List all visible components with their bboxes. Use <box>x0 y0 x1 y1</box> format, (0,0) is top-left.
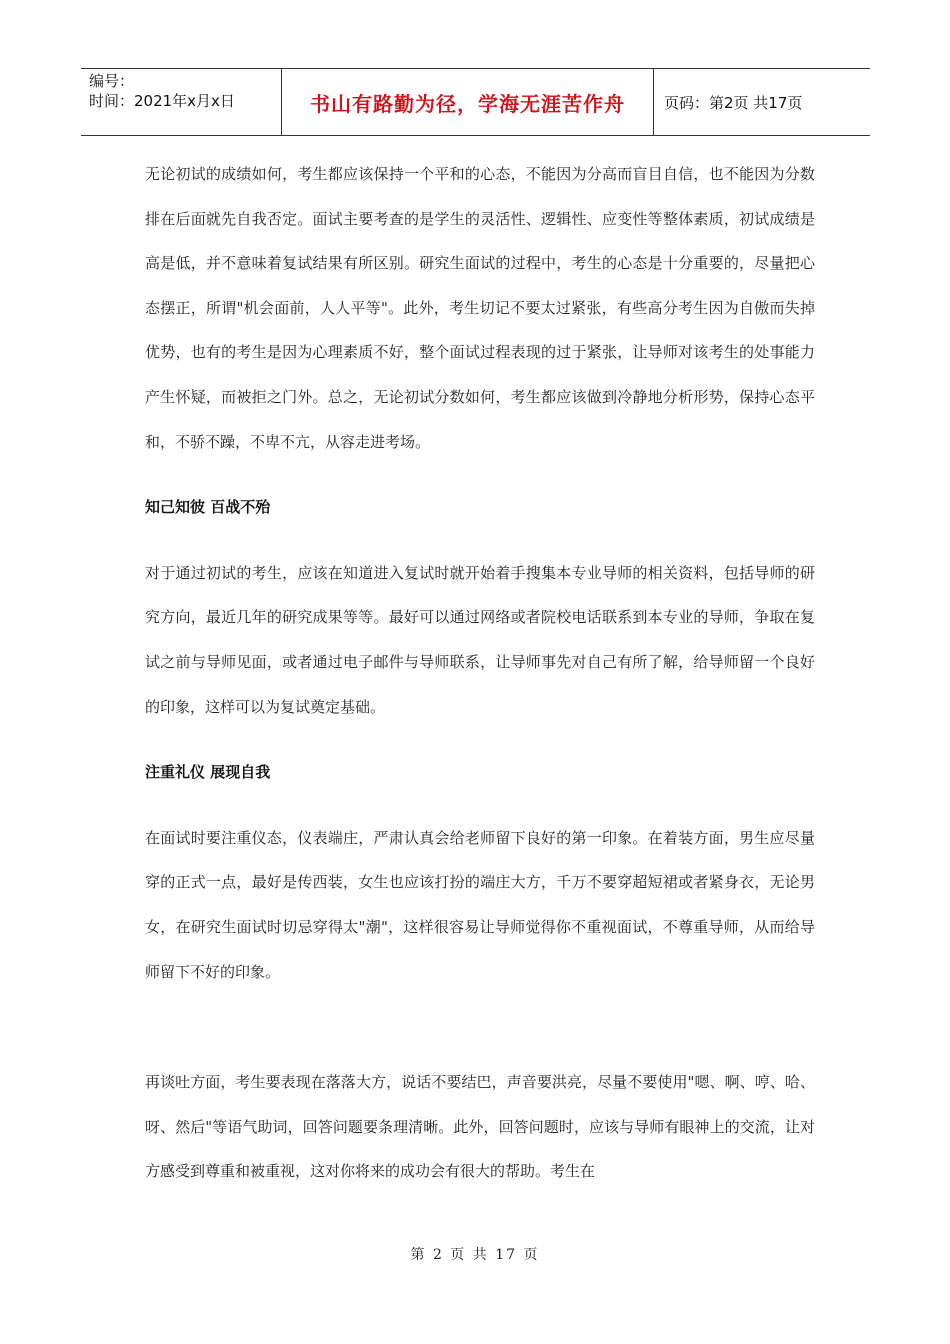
paragraph-appearance: 在面试时要注重仪态，仪表端庄，严肃认真会给老师留下良好的第一印象。在着装方面，男生应尽量穿的正式一点，最好是传西装，女生也应该打扮的端庄大方，千万不要穿超短裙或者紧身衣，无论男女，在研究生面试时切忌穿得太"潮"，这样很容易让导师觉得你不重视面试，不尊重导师，从而给导师留下不好的印象。 <box>145 828 815 981</box>
paragraph-research-tutors: 对于通过初试的考生，应该在知道进入复试时就开始着手搜集本专业导师的相关资料，包括导师的研究方向，最近几年的研究成果等等。最好可以通过网络或者院校电话联系到本专业的导师，争取在复试之前与导师见面，或者通过电子邮件与导师联系，让导师事先对自己有所了解，给导师留一个良好的印象，这样可以为复试奠定基础。 <box>145 563 815 716</box>
date-label: 时间：2021年x月x日 <box>89 92 235 110</box>
header-motto: 书山有路勤为径，学海无涯苦作舟 <box>281 69 654 135</box>
document-header <box>81 68 870 136</box>
header-page-info: 页码：第2页 共17页 <box>664 93 803 112</box>
section-heading-know-yourself: 知己知彼 百战不殆 <box>145 498 271 517</box>
document-body <box>145 152 815 1194</box>
paragraph-mindset: 无论初试的成绩如何，考生都应该保持一个平和的心态，不能因为分高而盲目自信，也不能因为分数排在后面就先自我否定。面试主要考查的是学生的灵活性、逻辑性、应变性等整体素质，初试成绩是高是低，并不意味着复试结果有所区别。研究生面试的过程中，考生的心态是十分重要的，尽量把心态摆正，所谓"机会面前，人人平等"。此外，考生切记不要太过紧张，有些高分考生因为自傲而失掉优势，也有的考生是因为心理素质不好，整个面试过程表现的过于紧张，让导师对该考生的处事能力产生怀疑，而被拒之门外。总之，无论初试分数如何，考生都应该做到冷静地分析形势，保持心态平和，不骄不躁，不卑不亢，从容走进考场。 <box>145 165 815 451</box>
page-footer: 第 2 页 共 17 页 <box>410 1247 540 1263</box>
header-meta <box>81 69 281 135</box>
paragraph-speech: 再谈吐方面，考生要表现在落落大方，说话不要结巴，声音要洪亮，尽量不要使用"嗯、啊、哼、哈、呀、然后"等语气助词，回答问题要条理清晰。此外，回答问题时，应该与导师有眼神上的交流，让对方感受到尊重和被重视，这对你将来的成功会有很大的帮助。考生在 <box>145 1073 815 1181</box>
section-heading-etiquette: 注重礼仪 展现自我 <box>145 763 271 782</box>
number-label: 编号： <box>89 72 135 90</box>
